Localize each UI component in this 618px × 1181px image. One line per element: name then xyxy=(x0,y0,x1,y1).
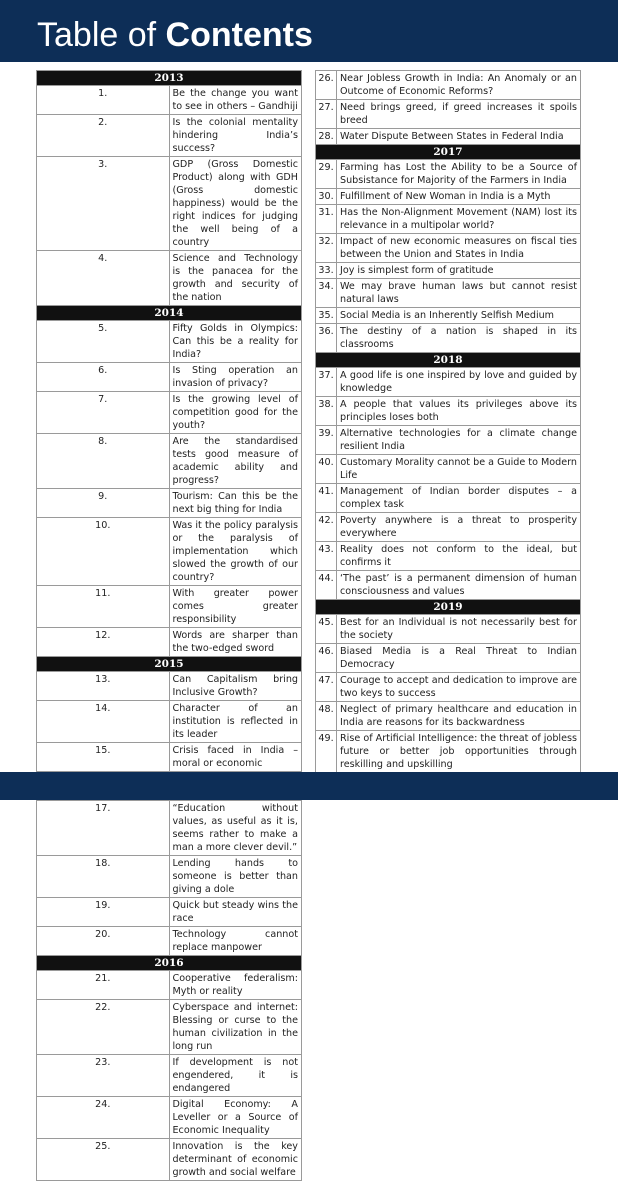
table-row xyxy=(316,279,581,308)
item-number: 45. xyxy=(316,615,337,644)
table-row xyxy=(37,1139,302,1181)
year-row xyxy=(37,657,302,672)
table-row xyxy=(37,586,302,628)
item-title: Are the standardised tests good measure of academic ability and progress? xyxy=(169,434,302,489)
item-title: Customary Morality cannot be a Guide to Modern Life xyxy=(337,455,581,484)
right-column xyxy=(315,70,581,773)
item-title: Words are sharper than the two-edged sword xyxy=(169,628,302,657)
item-number: 18. xyxy=(37,856,170,898)
item-title: “Education without values, as useful as it is, seems rather to make a man a more clever devil.” xyxy=(169,801,302,856)
table-row xyxy=(37,392,302,434)
table-row xyxy=(37,628,302,657)
item-number: 13. xyxy=(37,672,170,701)
item-title: Digital Economy: A Leveller or a Source of Economic Inequality xyxy=(169,1097,302,1139)
item-title: Joy is simplest form of gratitude xyxy=(337,263,581,279)
table-row xyxy=(316,455,581,484)
table-row xyxy=(316,100,581,129)
item-number: 19. xyxy=(37,898,170,927)
item-number: 3. xyxy=(37,157,170,251)
item-number: 26. xyxy=(316,71,337,100)
item-number: 27. xyxy=(316,100,337,129)
item-title: Rise of Artificial Intelligence: the threat of jobless future or better job opportunities through reskilling and upskilling xyxy=(337,731,581,773)
item-title: Was it the policy paralysis or the paralysis of implementation which slowed the growth of our country? xyxy=(169,518,302,586)
table-row xyxy=(316,205,581,234)
item-number: 12. xyxy=(37,628,170,657)
item-number: 38. xyxy=(316,397,337,426)
item-number: 23. xyxy=(37,1055,170,1097)
year-header: 2015 xyxy=(37,657,302,672)
table-row xyxy=(37,363,302,392)
item-title: Has the Non-Alignment Movement (NAM) lost its relevance in a multipolar world? xyxy=(337,205,581,234)
item-number: 7. xyxy=(37,392,170,434)
item-number: 33. xyxy=(316,263,337,279)
item-title: Biased Media is a Real Threat to Indian Democracy xyxy=(337,644,581,673)
table-row xyxy=(316,542,581,571)
item-title: Is the colonial mentality hindering India’s success? xyxy=(169,115,302,157)
table-row xyxy=(37,115,302,157)
item-title: Farming has Lost the Ability to be a Source of Subsistance for Majority of the Farmers in India xyxy=(337,160,581,189)
item-title: With greater power comes greater responsibility xyxy=(169,586,302,628)
year-row xyxy=(316,353,581,368)
item-number: 47. xyxy=(316,673,337,702)
item-title: Need brings greed, if greed increases it spoils breed xyxy=(337,100,581,129)
item-number: 2. xyxy=(37,115,170,157)
item-number: 35. xyxy=(316,308,337,324)
item-title: Lending hands to someone is better than giving a dole xyxy=(169,856,302,898)
table-row xyxy=(37,1000,302,1055)
item-title: Can Capitalism bring Inclusive Growth? xyxy=(169,672,302,701)
item-title: GDP (Gross Domestic Product) along with GDH (Gross domestic happiness) would be the right indices for judging the well being of a country xyxy=(169,157,302,251)
table-row xyxy=(316,702,581,731)
table-row xyxy=(316,189,581,205)
item-title: Quick but steady wins the race xyxy=(169,898,302,927)
item-number: 20. xyxy=(37,927,170,956)
table-row xyxy=(37,157,302,251)
item-number: 48. xyxy=(316,702,337,731)
table-row xyxy=(316,397,581,426)
item-number: 9. xyxy=(37,489,170,518)
year-header: 2019 xyxy=(316,600,581,615)
table-row xyxy=(316,263,581,279)
table-row xyxy=(37,518,302,586)
item-number: 25. xyxy=(37,1139,170,1181)
item-title: Best for an Individual is not necessarily best for the society xyxy=(337,615,581,644)
table-row xyxy=(37,971,302,1000)
item-number: 11. xyxy=(37,586,170,628)
table-row xyxy=(316,129,581,145)
page-title-light: Table of xyxy=(37,16,166,54)
item-number: 42. xyxy=(316,513,337,542)
item-title: Be the change you want to see in others – Gandhiji xyxy=(169,86,302,115)
item-title: Courage to accept and dedication to improve are two keys to success xyxy=(337,673,581,702)
item-title: Character of an institution is reflected in its leader xyxy=(169,701,302,743)
table-row xyxy=(316,644,581,673)
item-number: 31. xyxy=(316,205,337,234)
table-row xyxy=(316,615,581,644)
table-row xyxy=(37,856,302,898)
item-title: Technology cannot replace manpower xyxy=(169,927,302,956)
table-row xyxy=(37,701,302,743)
item-number: 40. xyxy=(316,455,337,484)
item-number: 8. xyxy=(37,434,170,489)
item-number: 28. xyxy=(316,129,337,145)
table-row xyxy=(316,308,581,324)
item-title: The destiny of a nation is shaped in its classrooms xyxy=(337,324,581,353)
table-row xyxy=(37,743,302,772)
table-row xyxy=(37,321,302,363)
year-header: 2014 xyxy=(37,306,302,321)
item-number: 43. xyxy=(316,542,337,571)
item-number: 22. xyxy=(37,1000,170,1055)
table-row xyxy=(37,898,302,927)
year-row xyxy=(37,71,302,86)
item-number: 39. xyxy=(316,426,337,455)
table-row xyxy=(316,234,581,263)
item-title: Cooperative federalism: Myth or reality xyxy=(169,971,302,1000)
item-number: 4. xyxy=(37,251,170,306)
page-title-bold: Contents xyxy=(165,16,313,54)
table-row xyxy=(316,484,581,513)
table-row xyxy=(37,86,302,115)
table-row xyxy=(316,324,581,353)
item-number: 29. xyxy=(316,160,337,189)
item-title: Cyberspace and internet: Blessing or curse to the human civilization in the long run xyxy=(169,1000,302,1055)
item-number: 36. xyxy=(316,324,337,353)
item-number: 6. xyxy=(37,363,170,392)
item-title: If development is not engendered, it is endangered xyxy=(169,1055,302,1097)
item-number: 30. xyxy=(316,189,337,205)
table-row xyxy=(37,251,302,306)
item-number: 10. xyxy=(37,518,170,586)
table-row xyxy=(316,71,581,100)
item-number: 44. xyxy=(316,571,337,600)
header-banner xyxy=(0,0,618,62)
item-title: Science and Technology is the panacea for the growth and security of the nation xyxy=(169,251,302,306)
table-row xyxy=(316,571,581,600)
item-title: Poverty anywhere is a threat to prosperity everywhere xyxy=(337,513,581,542)
table-row xyxy=(316,426,581,455)
item-title: Social Media is an Inherently Selfish Medium xyxy=(337,308,581,324)
table-row xyxy=(37,801,302,856)
year-row xyxy=(37,306,302,321)
item-number: 15. xyxy=(37,743,170,772)
item-number: 32. xyxy=(316,234,337,263)
item-number: 17. xyxy=(37,801,170,856)
item-number: 41. xyxy=(316,484,337,513)
item-title: Water Dispute Between States in Federal India xyxy=(337,129,581,145)
item-title: Near Jobless Growth in India: An Anomaly or an Outcome of Economic Reforms? xyxy=(337,71,581,100)
item-number: 37. xyxy=(316,368,337,397)
item-title: Management of Indian border disputes – a complex task xyxy=(337,484,581,513)
item-title: A people that values its privileges above its principles loses both xyxy=(337,397,581,426)
item-title: Is the growing level of competition good for the youth? xyxy=(169,392,302,434)
table-row xyxy=(37,434,302,489)
footer-bar xyxy=(0,772,618,800)
item-title: Tourism: Can this be the next big thing for India xyxy=(169,489,302,518)
year-header: 2013 xyxy=(37,71,302,86)
table-row xyxy=(316,160,581,189)
item-title: Crisis faced in India – moral or economic xyxy=(169,743,302,772)
page-title xyxy=(37,15,313,55)
contents-table-right xyxy=(315,70,581,773)
year-header: 2016 xyxy=(37,956,302,971)
contents-table-left xyxy=(36,70,302,1181)
item-title: Is Sting operation an invasion of privacy? xyxy=(169,363,302,392)
item-number: 46. xyxy=(316,644,337,673)
year-row xyxy=(37,956,302,971)
table-row xyxy=(316,513,581,542)
item-number: 49. xyxy=(316,731,337,773)
item-title: Fulfillment of New Woman in India is a Myth xyxy=(337,189,581,205)
item-title: Impact of new economic measures on fiscal ties between the Union and States in India xyxy=(337,234,581,263)
item-title: Alternative technologies for a climate change resilient India xyxy=(337,426,581,455)
item-number: 14. xyxy=(37,701,170,743)
year-row xyxy=(316,145,581,160)
item-title: Reality does not conform to the ideal, but confirms it xyxy=(337,542,581,571)
year-row xyxy=(316,600,581,615)
table-row xyxy=(37,489,302,518)
table-row xyxy=(37,1055,302,1097)
left-column xyxy=(36,70,302,1181)
table-row xyxy=(37,672,302,701)
item-number: 34. xyxy=(316,279,337,308)
table-row xyxy=(37,927,302,956)
table-row xyxy=(37,1097,302,1139)
table-row xyxy=(316,731,581,773)
item-number: 5. xyxy=(37,321,170,363)
item-title: ‘The past’ is a permanent dimension of human consciousness and values xyxy=(337,571,581,600)
year-header: 2017 xyxy=(316,145,581,160)
item-title: Neglect of primary healthcare and education in India are reasons for its backwardness xyxy=(337,702,581,731)
item-title: We may brave human laws but cannot resist natural laws xyxy=(337,279,581,308)
table-row xyxy=(316,673,581,702)
year-header: 2018 xyxy=(316,353,581,368)
item-title: Innovation is the key determinant of economic growth and social welfare xyxy=(169,1139,302,1181)
item-number: 1. xyxy=(37,86,170,115)
item-number: 24. xyxy=(37,1097,170,1139)
item-number: 21. xyxy=(37,971,170,1000)
item-title: A good life is one inspired by love and guided by knowledge xyxy=(337,368,581,397)
item-title: Fifty Golds in Olympics: Can this be a reality for India? xyxy=(169,321,302,363)
table-row xyxy=(316,368,581,397)
